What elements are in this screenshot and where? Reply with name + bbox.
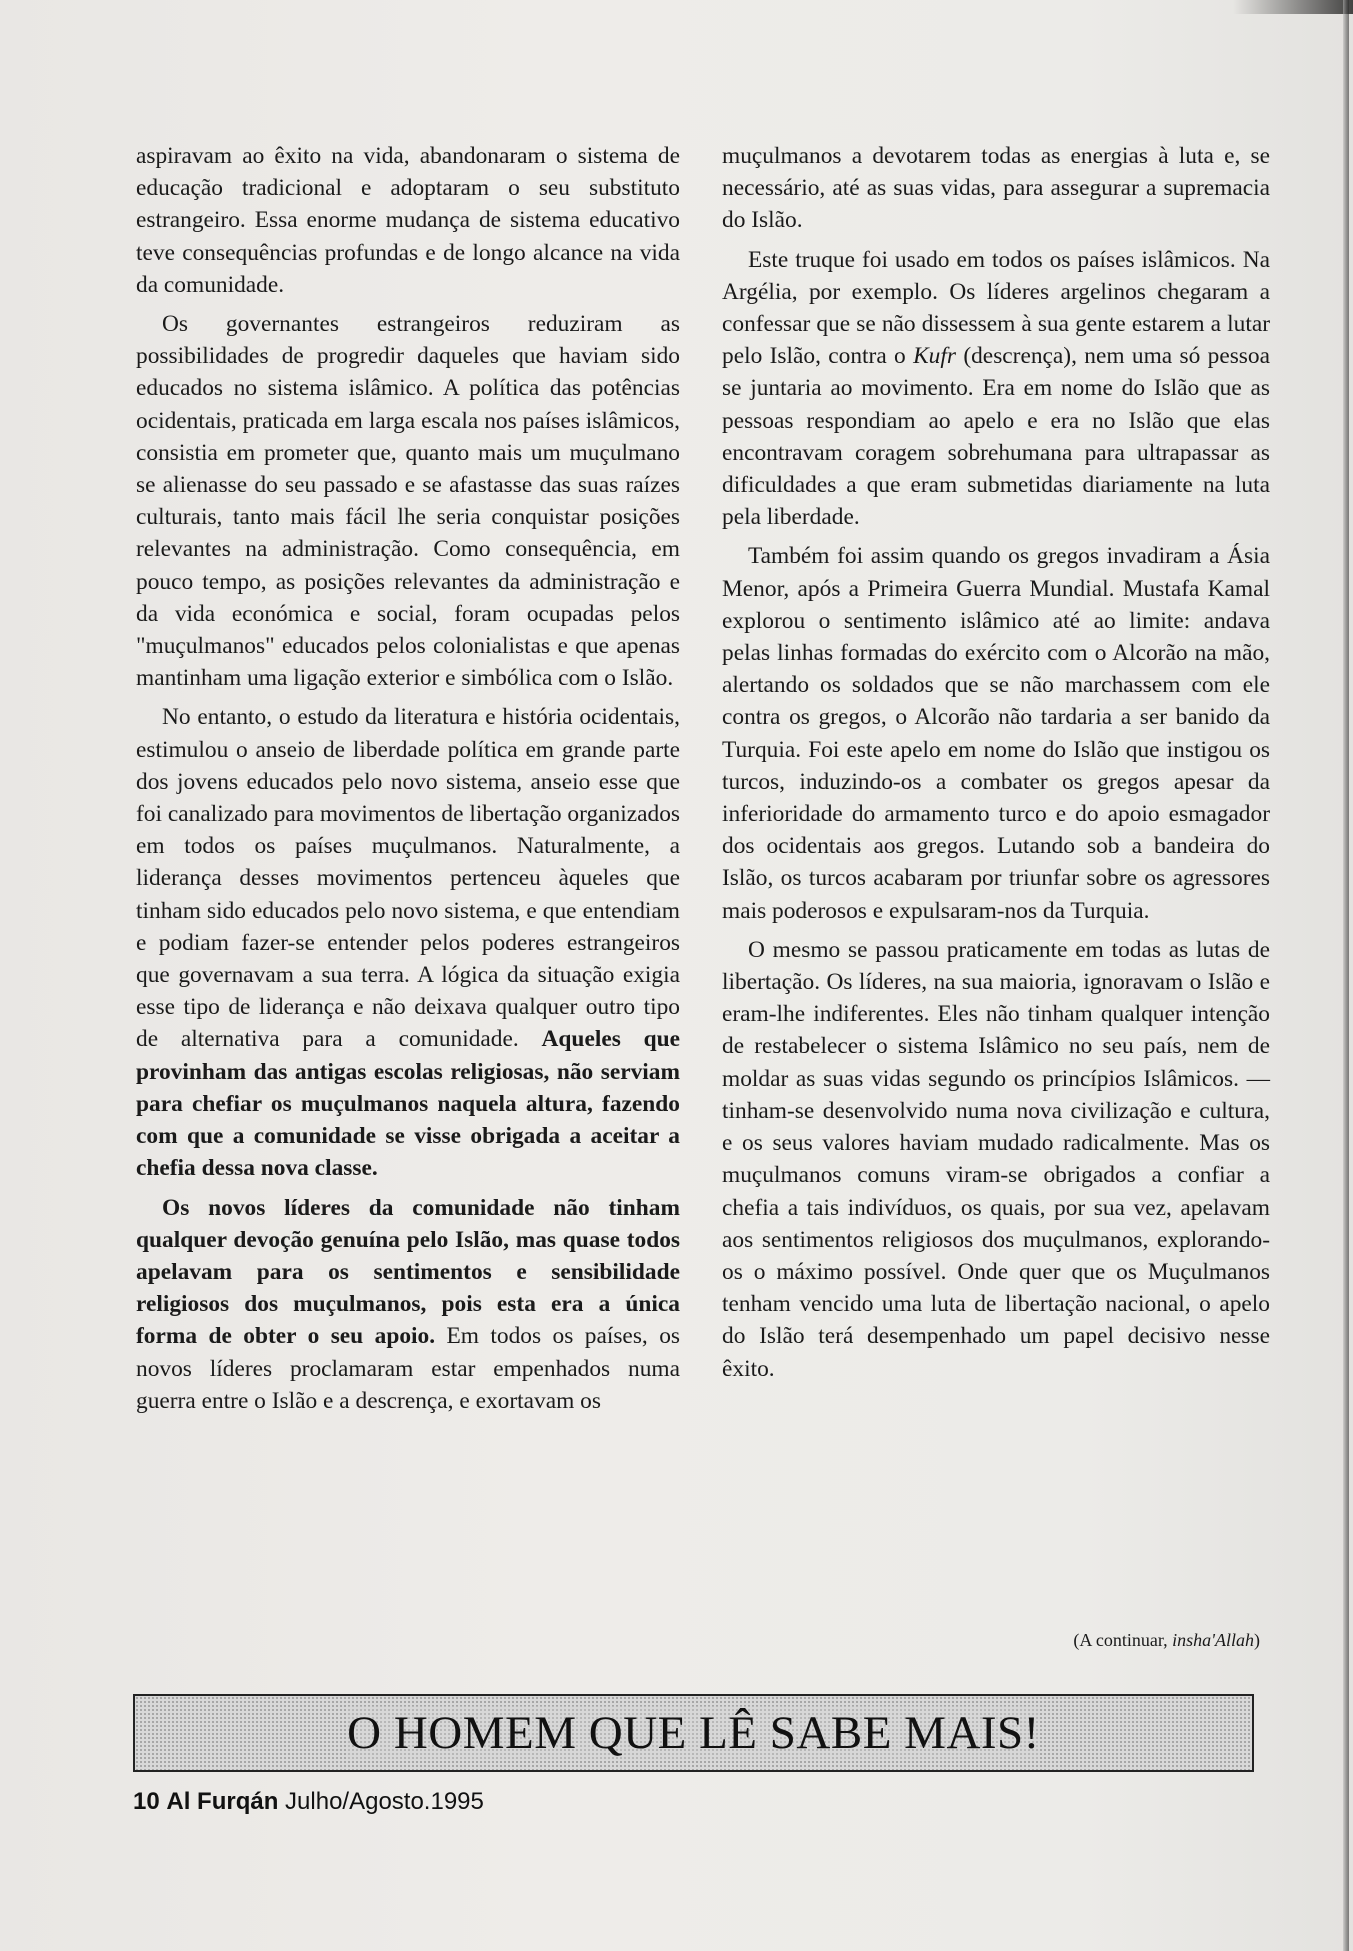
paragraph-text: (descrença), nem uma só pessoa se juntaria ao movimento. Era em nome do Islão que as pessoas respondiam ao apelo e era no Islão que elas encontravam coragem sobrehumana para ultrapassar as dificuldades a que eram submetidas diariamente na luta pela liberdade. xyxy=(722,343,1270,531)
magazine-name: Al Furqán xyxy=(166,1788,279,1815)
paragraph xyxy=(136,1192,680,1417)
continuation-suffix: ) xyxy=(1254,1630,1260,1650)
issue-date: Julho/Agosto.1995 xyxy=(285,1788,484,1815)
left-text-column xyxy=(136,140,680,1424)
paragraph xyxy=(136,701,680,1184)
page-footer xyxy=(133,1788,484,1816)
continuation-prefix: (A continuar, xyxy=(1073,1630,1173,1650)
paragraph-text: Em todos os países, os novos líderes proclamaram estar empenhados numa guerra entre o Islão e a descrença, e exortavam os xyxy=(136,1323,680,1414)
paragraph xyxy=(722,934,1270,1385)
right-text-column xyxy=(722,140,1270,1392)
page-number: 10 xyxy=(133,1788,160,1815)
paragraph-text: O mesmo se passou praticamente em todas as lutas de libertação. Os líderes, na sua maioria, ignoravam o Islão e eram-lhe indiferentes. Eles não tinham qualquer intenção de restabelecer o sistema Islâmico no seu país, nem de moldar as suas vidas segundo os princípios Islâmicos. — tinham-se desenvolvido numa nova civilização e cultura, e os seus valores haviam mudado radicalmente. Mas os muçulmanos comuns viram-se obrigados a confiar a chefia a tais indivíduos, os quais, por sua vez, apelavam aos sentimentos religiosos dos muçulmanos, explorando-os o máximo possível. Onde quer que os Muçulmanos tenham vencido uma luta de libertação nacional, o apelo do Islão terá desempenhado um papel decisivo nesse êxito. xyxy=(722,936,1270,1382)
page-spine-edge xyxy=(1343,0,1349,1951)
bold-text: Os novos líderes da comunidade não tinham qualquer devoção genuína pelo Islão, mas quase todos apelavam para os sentimentos e sensibilidade religiosos dos muçulmanos, pois esta era a única forma de obter o seu apoio. xyxy=(136,1194,680,1350)
paragraph-text: aspiravam ao êxito na vida, abandonaram o sistema de educação tradicional e adoptaram o seu substituto estrangeiro. Essa enorme mudança de sistema educativo teve consequências profundas e de longo alcance na vida da comunidade. xyxy=(136,143,680,298)
paragraph xyxy=(722,140,1270,237)
continuation-italic: insha'Allah xyxy=(1172,1630,1254,1650)
paragraph xyxy=(722,540,1270,926)
slogan-banner xyxy=(133,1694,1254,1772)
paragraph-text: muçulmanos a devotarem todas as energias à luta e, se necessário, até as suas vidas, para assegurar a supremacia do Islão. xyxy=(722,143,1270,234)
paragraph xyxy=(136,308,680,694)
slogan-text: O HOMEM QUE LÊ SABE MAIS! xyxy=(347,1707,1040,1759)
paragraph xyxy=(136,140,680,301)
page-edge-shadow xyxy=(1233,0,1353,14)
italic-text: Kufr xyxy=(913,343,956,370)
paragraph-text: Este truque foi usado em todos os países islâmicos. Na Argélia, por exemplo. Os líderes argelinos chegaram a confessar que se não dissessem à sua gente estarem a lutar pelo Islão, contra o xyxy=(722,246,1270,370)
paragraph-text: Os governantes estrangeiros reduziram as possibilidades de progredir daqueles que haviam sido educados no sistema islâmico. A política das potências ocidentais, praticada em larga escala nos países islâmicos, consistia em prometer que, quanto mais um muçulmano se alienasse do seu passado e se afastasse das suas raízes culturais, tanto mais fácil lhe seria conquistar posições relevantes na administração. Como consequência, em pouco tempo, as posições relevantes da administração e da vida económica e social, foram ocupadas pelos "muçulmanos" educados pelos colonialistas e que apenas mantinham uma ligação exterior e simbólica com o Islão. xyxy=(136,311,680,692)
continuation-note xyxy=(722,1630,1260,1651)
paragraph xyxy=(722,244,1270,534)
paragraph-text: No entanto, o estudo da literatura e história ocidentais, estimulou o anseio de liberdade política em grande parte dos jovens educados pelo novo sistema, anseio esse que foi canalizado para movimentos de libertação organizados em todos os países muçulmanos. Naturalmente, a liderança desses movimentos pertenceu àqueles que tinham sido educados pelo novo sistema, e que entendiam e podiam fazer-se entender pelos poderes estrangeiros que governavam a sua terra. A lógica da situação exigia esse tipo de liderança e não deixava qualquer outro tipo de alternativa para a comunidade. xyxy=(136,704,680,1053)
bold-text: Aqueles que provinham das antigas escolas religiosas, não serviam para chefiar os muçulmanos naquela altura, fazendo com que a comunidade se visse obrigada a aceitar a chefia dessa nova classe. xyxy=(136,1026,680,1182)
paragraph-text: Também foi assim quando os gregos invadiram a Ásia Menor, após a Primeira Guerra Mundial. Mustafa Kamal explorou o sentimento islâmico até ao limite: andava pelas linhas formadas do exército com o Alcorão na mão, alertando os soldados que se não marchassem com ele contra os gregos, o Alcorão não tardaria a ser banido da Turquia. Foi este apelo em nome do Islão que instigou os turcos, induzindo-os a combater os gregos apesar da inferioridade do armamento turco e do apoio esmagador dos ocidentais aos gregos. Lutando sob a bandeira do Islão, os turcos acabaram por triunfar sobre os agressores mais poderosos e expulsaram-nos da Turquia. xyxy=(722,543,1270,924)
